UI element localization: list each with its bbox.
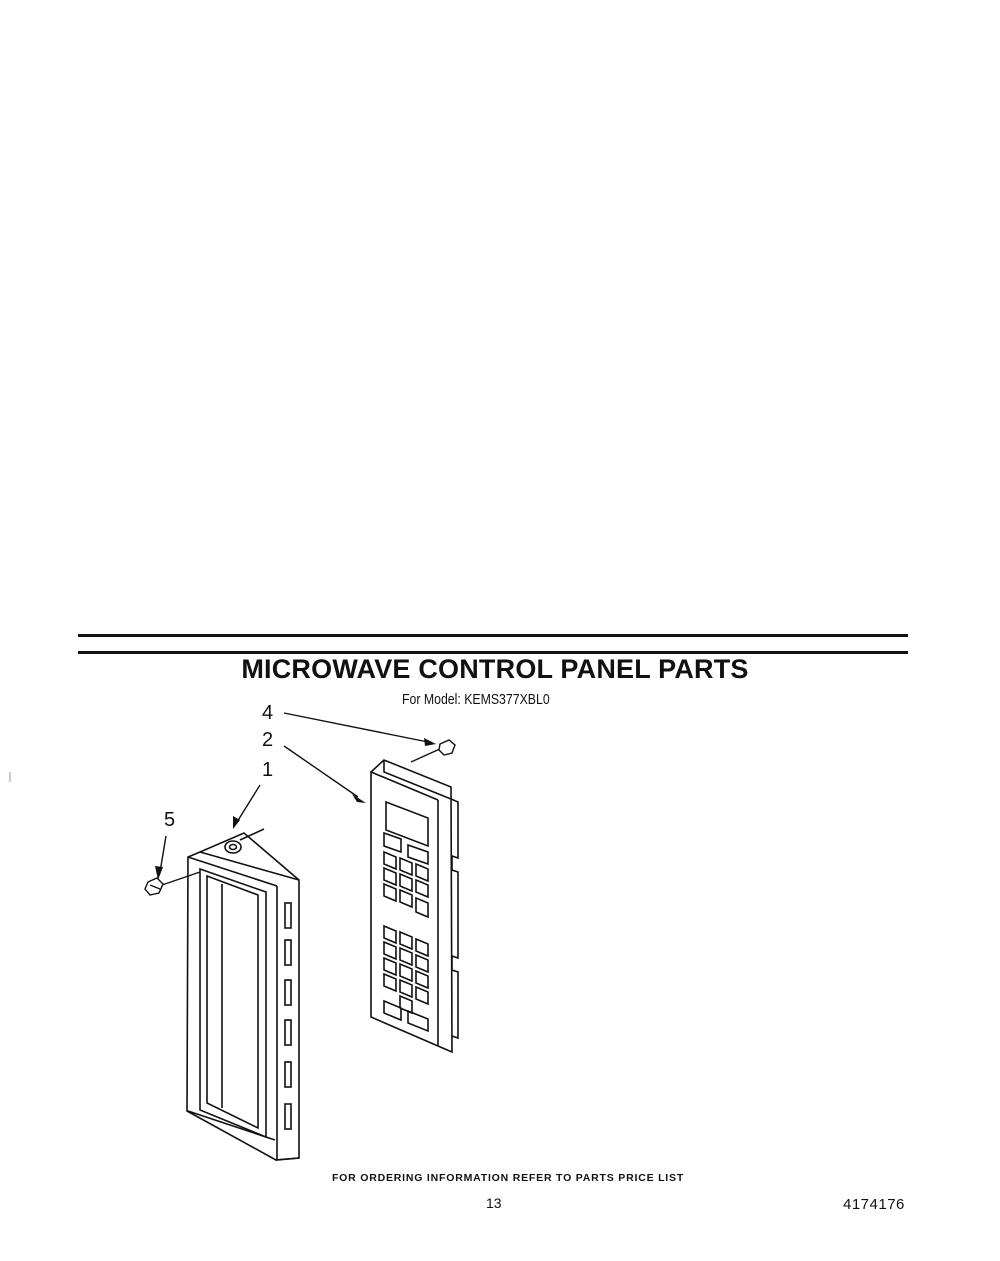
- model-line: For Model: KEMS377XBL0: [402, 691, 550, 708]
- callout-5: 5: [164, 809, 176, 831]
- part-1-trim-frame: [187, 829, 299, 1160]
- ordering-note: FOR ORDERING INFORMATION REFER TO PARTS PRICE LIST: [331, 1172, 685, 1184]
- document-number: 4174176: [843, 1196, 905, 1213]
- page-title: MICROWAVE CONTROL PANEL PARTS: [241, 654, 749, 684]
- part-2-control-panel: [371, 760, 458, 1052]
- callout-4: 4: [262, 702, 274, 724]
- callout-1: 1: [262, 759, 274, 781]
- callout-2: 2: [262, 729, 274, 751]
- page-number: 13: [486, 1195, 502, 1211]
